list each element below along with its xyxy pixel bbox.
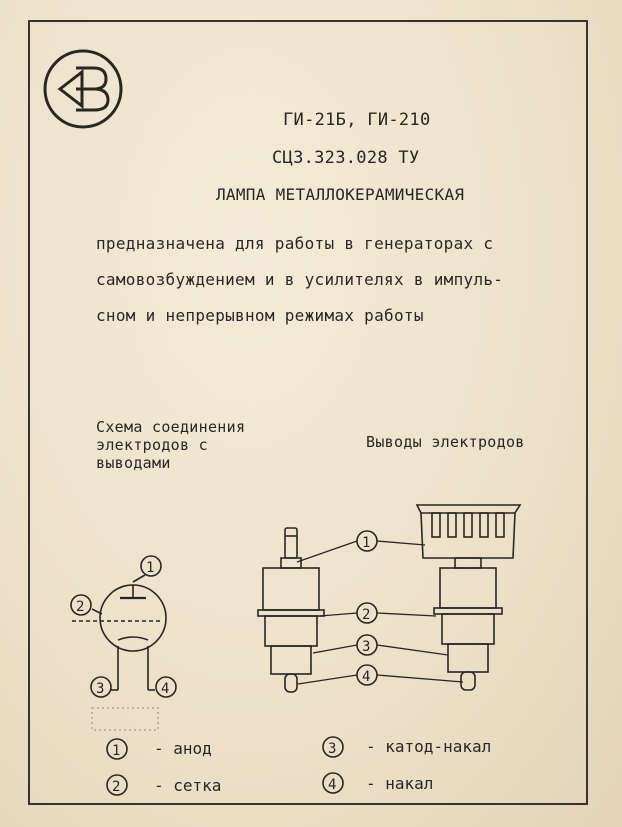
model-title: ГИ-21Б, ГИ-210 bbox=[283, 110, 431, 130]
lamp-type: ЛАМПА МЕТАЛЛОКЕРАМИЧЕСКАЯ bbox=[216, 185, 465, 204]
schematic-caption-3: выводами bbox=[96, 454, 171, 472]
terminals-caption: Выводы электродов bbox=[366, 433, 525, 451]
legend-num-3-text: 3 bbox=[328, 741, 337, 757]
legend-grid: - сетка bbox=[154, 776, 222, 795]
legend-heater: - накал bbox=[366, 774, 434, 793]
schematic-label-4-text: 4 bbox=[161, 681, 170, 697]
legend-num-1-text: 1 bbox=[112, 743, 121, 759]
schematic-label-3-text: 3 bbox=[96, 681, 105, 697]
schematic-caption-1: Схема соединения bbox=[96, 418, 246, 436]
terminal-label-1-text: 1 bbox=[362, 535, 371, 551]
legend-num-2-text: 2 bbox=[112, 779, 121, 795]
schematic-caption-2: электродов с bbox=[96, 436, 208, 454]
description-line-3: сном и непрерывном режимах работы bbox=[96, 306, 424, 325]
description-line-1: предназначена для работы в генераторах с bbox=[96, 234, 494, 253]
terminal-label-4-text: 4 bbox=[362, 669, 371, 685]
document-border bbox=[28, 20, 588, 805]
legend-num-4-text: 4 bbox=[328, 777, 337, 793]
schematic-label-2-text: 2 bbox=[76, 599, 85, 615]
description-line-2: самовозбуждением и в усилителях в импуль- bbox=[96, 270, 504, 289]
manufacturer-logo-icon bbox=[42, 48, 124, 130]
terminal-label-2-text: 2 bbox=[362, 607, 371, 623]
schematic-label-1-text: 1 bbox=[146, 560, 155, 576]
spec-number: СЦ3.323.028 ТУ bbox=[272, 148, 420, 168]
terminal-label-3-text: 3 bbox=[362, 639, 371, 655]
legend-anode: - анод bbox=[154, 739, 212, 758]
legend-cathode-heater: - катод-накал bbox=[366, 737, 492, 756]
